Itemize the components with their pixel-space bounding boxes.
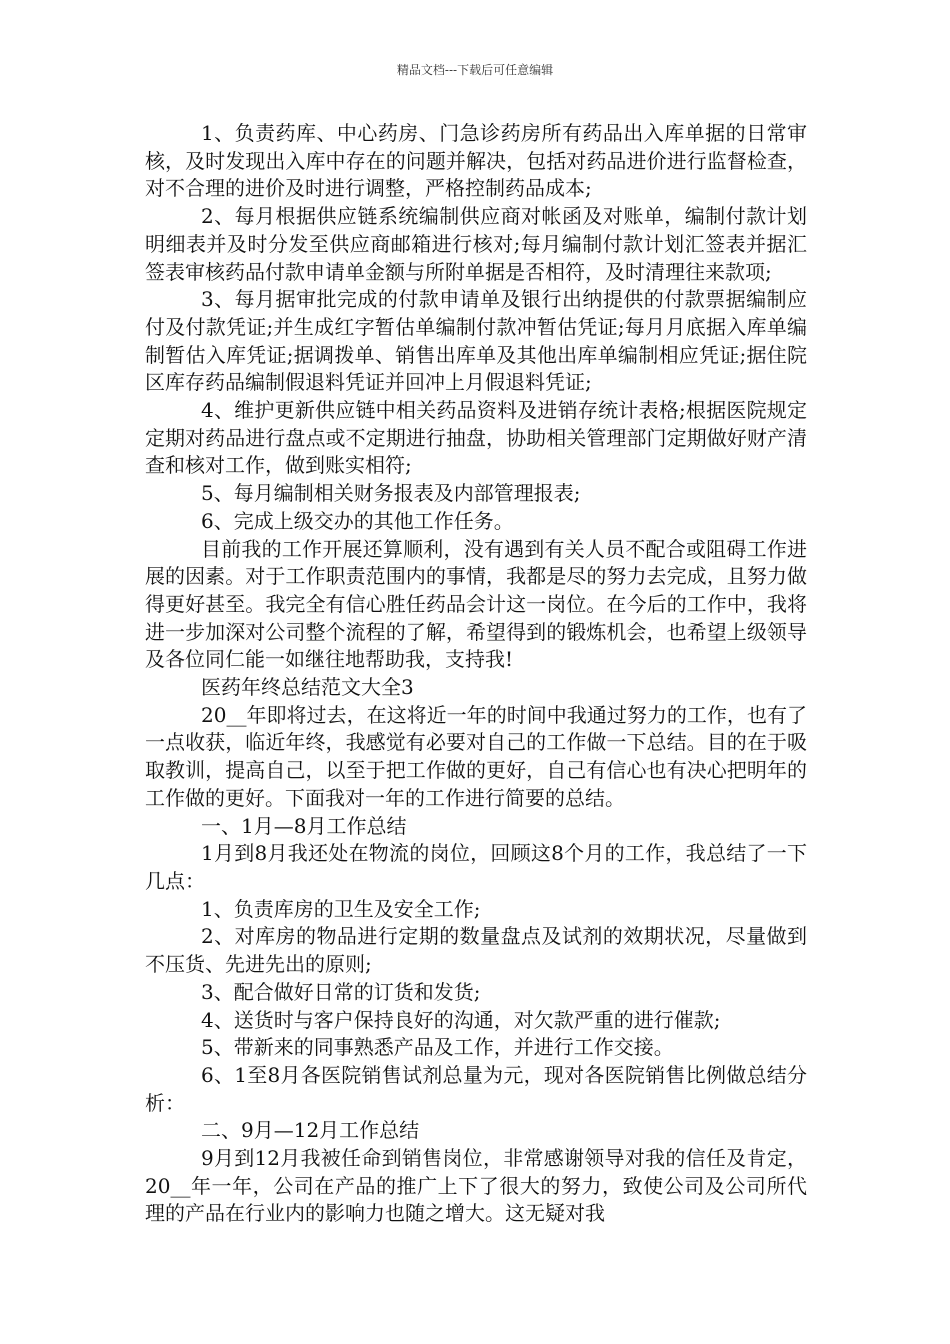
subsection-heading-2: 二、9月—12月工作总结 [201,1118,420,1143]
section-title: 医药年终总结范文大全3 [201,675,414,700]
subsection-heading-1: 一、1月—8月工作总结 [201,813,407,838]
paragraph-sales: 9月到12月我被任命到销售岗位，非常感谢领导对我的信任及肯定，20__年一年，公司在产品的推广上下了很大的努力，致使公司及公司所代理的产品在行业内的影响力也随之增大。这无疑对我 [145,1146,807,1226]
paragraph-duty-5: 5、每月编制相关财务报表及内部管理报表; [201,481,581,506]
list-item-1: 1、负责库房的卫生及安全工作; [201,896,481,921]
paragraph-summary: 目前我的工作开展还算顺利，没有遇到有关人员不配合或阻碍工作进展的因素。对于工作职责范围内的事情，我都是尽的努力去完成，且努力做得更好甚至。我完全有信心胜任药品会计这一岗位。在今后的工作中，我将进一步加深对公司整个流程的了解，希望得到的锻炼机会，也希望上级领导及各位同仁能一如继往地帮助我，支持我! [145,536,807,672]
paragraph-duty-1: 1、负责药库、中心药房、门急诊药房所有药品出入库单据的日常审核，及时发现出入库中存在的问题并解决，包括对药品进价进行监督检查，对不合理的进价及时进行调整，严格控制药品成本; [145,121,807,201]
paragraph-duty-4: 4、维护更新供应链中相关药品资料及进销存统计表格;根据医院规定定期对药品进行盘点或不定期进行抽盘，协助相关管理部门定期做好财产清查和核对工作，做到账实相符; [145,398,807,478]
paragraph-duty-2: 2、每月根据供应链系统编制供应商对帐函及对账单，编制付款计划明细表并及时分发至供应商邮箱进行核对;每月编制付款计划汇签表并据汇签表审核药品付款申请单金额与所附单据是否相符，及时清理往来款项; [145,204,807,284]
paragraph-duty-3: 3、每月据审批完成的付款申请单及银行出纳提供的付款票据编制应付及付款凭证;并生成红字暂估单编制付款冲暂估凭证;每月月底据入库单编制暂估入库凭证;据调拨单、销售出库单及其他出库单编制相应凭证;据住院区库存药品编制假退料凭证并回冲上月假退料凭证; [145,287,807,395]
paragraph-intro: 20__年即将过去，在这将近一年的时间中我通过努力的工作，也有了一点收获，临近年终，我感觉有必要对自己的工作做一下总结。目的在于吸取教训，提高自己，以至于把工作做的更好，自己有信心也有决心把明年的工作做的更好。下面我对一年的工作进行简要的总结。 [145,702,807,810]
paragraph-review: 1月到8月我还处在物流的岗位，回顾这8个月的工作，我总结了一下几点： [145,841,807,893]
list-item-2: 2、对库房的物品进行定期的数量盘点及试剂的效期状况，尽量做到不压货、先进先出的原则; [145,924,807,977]
list-item-5: 5、带新来的同事熟悉产品及工作，并进行工作交接。 [201,1035,674,1060]
list-item-4: 4、送货时与客户保持良好的沟通，对欠款严重的进行催款; [201,1007,721,1032]
list-item-3: 3、配合做好日常的订货和发货; [201,979,481,1004]
page-header: 精品文档---下载后可任意编辑 [396,63,554,77]
document-body [145,120,807,1228]
paragraph-duty-6: 6、完成上级交办的其他工作任务。 [201,508,514,533]
list-item-6: 6、1至8月各医院销售试剂总量为元，现对各医院销售比例做总结分析： [145,1062,807,1115]
